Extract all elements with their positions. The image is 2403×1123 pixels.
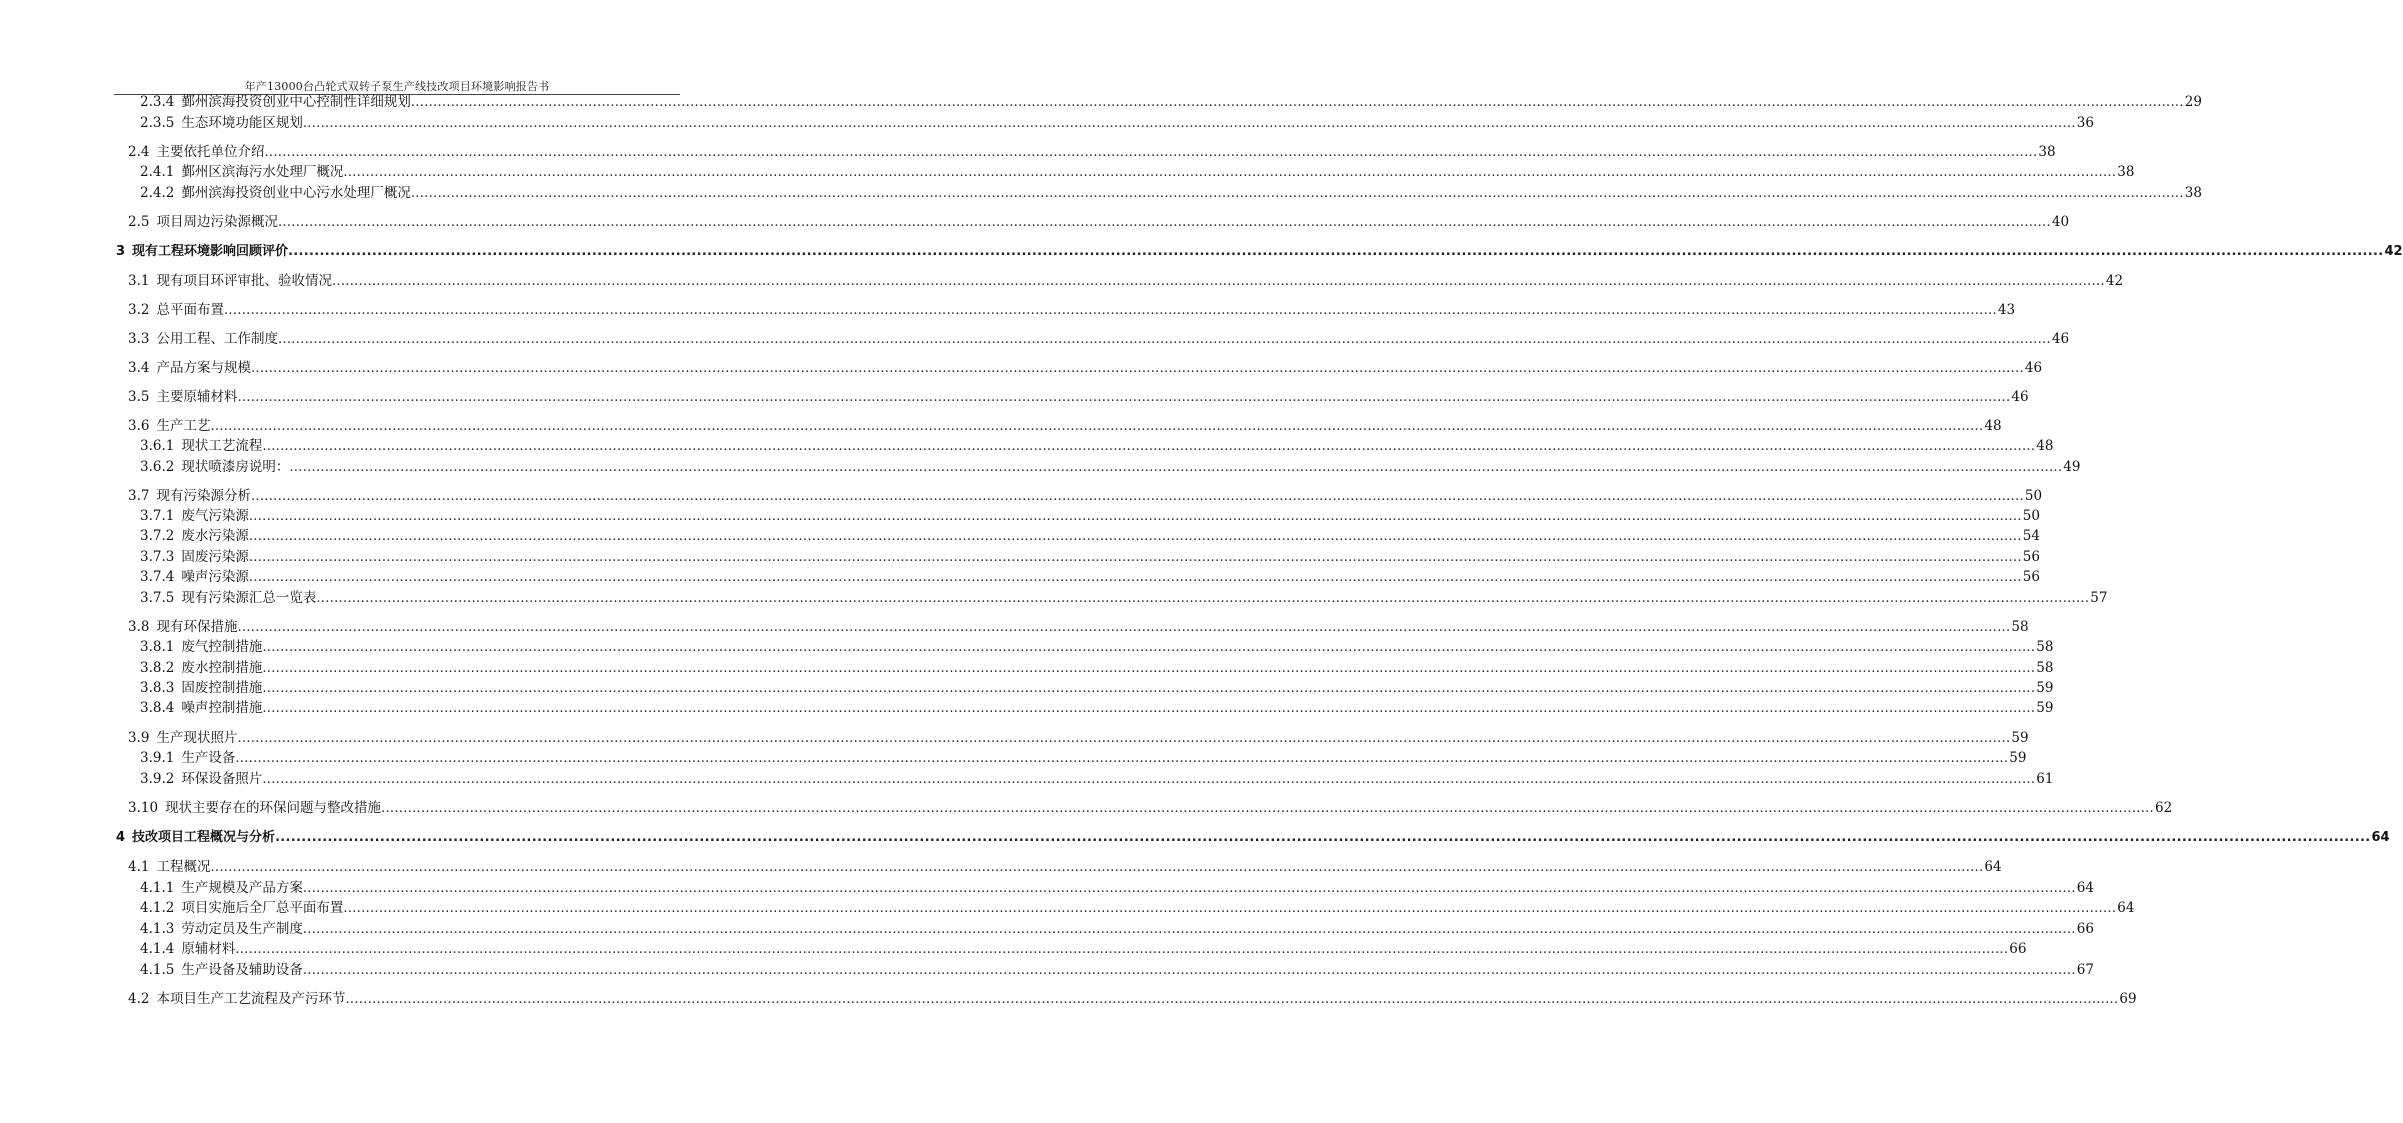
toc-entry-title: 废气控制措施 xyxy=(181,639,263,655)
toc-entry-title: 生产设备 xyxy=(181,750,236,766)
toc-entry-number: 2.4.2 xyxy=(140,185,175,201)
toc-entry-number: 3.3 xyxy=(128,331,150,347)
toc-entry-number: 4.1.2 xyxy=(140,900,175,916)
toc-leader-dots: ................................................................................................................................................................................................................................................................................................................................................................................................................ xyxy=(262,640,2036,655)
toc-leader-dots: ................................................................................................................................................................................................................................................................................................................................................................................................................ xyxy=(262,772,2036,787)
toc-leader-dots: ................................................................................................................................................................................................................................................................................................................................................................................................................ xyxy=(262,701,2036,716)
toc-entry[interactable] xyxy=(0,940,2027,961)
toc-leader-dots: ................................................................................................................................................................................................................................................................................................................................................................................................................ xyxy=(302,881,2076,896)
toc-leader-dots: ................................................................................................................................................................................................................................................................................................................................................................................................................ xyxy=(302,116,2076,131)
toc-entry-title: 废水污染源 xyxy=(181,528,249,544)
toc-entry-number: 3.7.4 xyxy=(140,569,175,585)
toc-entry-page-number: 64 xyxy=(1984,859,2002,875)
toc-entry-number: 3.1 xyxy=(128,273,150,289)
toc-entry-title: 鄞州滨海投资创业中心控制性详细规划 xyxy=(181,94,411,110)
toc-leader-dots: ................................................................................................................................................................................................................................................................................................................................................................................................................ xyxy=(223,303,1997,318)
toc-entry-number: 4.1.1 xyxy=(140,880,175,896)
running-header: 年产13000台凸轮式双转子泵生产线技改项目环境影响报告书 xyxy=(244,80,550,93)
toc-entry-page-number: 40 xyxy=(2051,214,2070,230)
toc-entry-title: 环保设备照片 xyxy=(181,771,263,787)
toc-leader-dots: ................................................................................................................................................................................................................................................................................................................................................................................................................ xyxy=(343,901,2117,916)
toc-entry-page-number: 54 xyxy=(2022,528,2040,544)
toc-entry-page-number: 59 xyxy=(2009,750,2027,766)
toc-entry-number: 3.7.1 xyxy=(140,508,175,524)
toc-entry-page-number: 42 xyxy=(2105,273,2124,289)
toc-entry-number: 3.2 xyxy=(128,302,150,318)
toc-entry-number: 3.6.1 xyxy=(140,438,175,454)
toc-entry-title: 现有污染源分析 xyxy=(156,488,251,504)
toc-entry[interactable] xyxy=(0,301,2016,322)
toc-entry-number: 3.6 xyxy=(128,418,150,434)
toc-entry-page-number: 56 xyxy=(2022,549,2040,565)
toc-entry-title: 现有项目环评审批、验收情况 xyxy=(156,273,332,289)
toc-entry-number: 4 xyxy=(116,830,126,845)
toc-entry-number: 3 xyxy=(116,244,126,259)
toc-entry-title: 工程概况 xyxy=(156,859,211,875)
toc-entry-page-number: 64 xyxy=(2076,880,2094,896)
toc-leader-dots: ................................................................................................................................................................................................................................................................................................................................................................................................................ xyxy=(288,244,2384,259)
toc-entry[interactable] xyxy=(0,507,2040,528)
toc-leader-dots: ................................................................................................................................................................................................................................................................................................................................................................................................................ xyxy=(248,550,2022,565)
toc-leader-dots: ................................................................................................................................................................................................................................................................................................................................................................................................................ xyxy=(410,95,2184,110)
toc-entry[interactable] xyxy=(0,659,2054,680)
toc-leader-dots: ................................................................................................................................................................................................................................................................................................................................................................................................................ xyxy=(381,801,2154,816)
toc-entry-title: 鄞州区滨海污水处理厂概况 xyxy=(181,164,344,180)
toc-entry[interactable] xyxy=(0,618,2029,639)
toc-entry-number: 3.7.2 xyxy=(140,528,175,544)
toc-leader-dots: ................................................................................................................................................................................................................................................................................................................................................................................................................ xyxy=(262,681,2036,696)
toc-entry-number: 3.5 xyxy=(128,389,150,405)
toc-entry-number: 4.1.4 xyxy=(140,941,175,957)
toc-entry-title: 现状主要存在的环保问题与整改措施 xyxy=(165,800,382,816)
toc-entry[interactable] xyxy=(0,417,2002,438)
toc-entry-page-number: 38 xyxy=(2038,144,2056,160)
toc-entry-title: 现状工艺流程 xyxy=(181,438,263,454)
toc-entry-page-number: 64 xyxy=(2117,900,2135,916)
toc-entry-title: 产品方案与规模 xyxy=(156,360,251,376)
toc-leader-dots: ................................................................................................................................................................................................................................................................................................................................................................................................................ xyxy=(345,992,2119,1007)
toc-entry-page-number: 64 xyxy=(2371,830,2390,845)
toc-entry-number: 3.9.1 xyxy=(140,750,175,766)
toc-entry-number: 3.7.5 xyxy=(140,590,175,606)
toc-entry-number: 3.4 xyxy=(128,360,150,376)
toc-entry-page-number: 62 xyxy=(2155,800,2173,816)
toc-entry-page-number: 56 xyxy=(2022,569,2040,585)
toc-leader-dots: ................................................................................................................................................................................................................................................................................................................................................................................................................ xyxy=(248,529,2022,544)
toc-entry[interactable] xyxy=(0,729,2029,750)
toc-leader-dots: ................................................................................................................................................................................................................................................................................................................................................................................................................ xyxy=(210,860,1984,875)
toc-entry-page-number: 36 xyxy=(2076,115,2094,131)
toc-entry-number: 3.8.3 xyxy=(140,680,175,696)
toc-entry[interactable] xyxy=(0,770,2054,791)
toc-leader-dots: ................................................................................................................................................................................................................................................................................................................................................................................................................ xyxy=(248,509,2022,524)
toc-leader-dots: ................................................................................................................................................................................................................................................................................................................................................................................................................ xyxy=(289,460,2063,475)
toc-entry[interactable] xyxy=(0,114,2094,135)
toc-entry-title: 现有工程环境影响回顾评价 xyxy=(132,244,289,259)
toc-entry[interactable] xyxy=(0,184,2202,205)
toc-leader-dots: ................................................................................................................................................................................................................................................................................................................................................................................................................ xyxy=(331,274,2105,289)
toc-entry-page-number: 58 xyxy=(2036,660,2054,676)
toc-leader-dots: ................................................................................................................................................................................................................................................................................................................................................................................................................ xyxy=(343,165,2117,180)
toc-entry-number: 3.7 xyxy=(128,488,150,504)
toc-entry-title: 公用工程、工作制度 xyxy=(156,331,278,347)
toc-entry-title: 噪声污染源 xyxy=(181,569,249,585)
toc-entry[interactable] xyxy=(0,920,2094,941)
toc-entry-page-number: 29 xyxy=(2184,94,2202,110)
toc-entry-title: 固废污染源 xyxy=(181,549,249,565)
toc-leader-dots: ................................................................................................................................................................................................................................................................................................................................................................................................................ xyxy=(250,361,2024,376)
toc-entry-title: 主要依托单位介绍 xyxy=(156,144,265,160)
toc-entry-page-number: 58 xyxy=(2036,639,2054,655)
toc-entry[interactable] xyxy=(0,359,2043,380)
toc-leader-dots: ................................................................................................................................................................................................................................................................................................................................................................................................................ xyxy=(248,570,2022,585)
toc-entry[interactable] xyxy=(0,879,2094,900)
toc-entry[interactable] xyxy=(0,93,2202,114)
toc-entry-number: 3.8 xyxy=(128,619,150,635)
toc-entry-title: 现状喷漆房说明： xyxy=(181,459,290,475)
toc-leader-dots: ................................................................................................................................................................................................................................................................................................................................................................................................................ xyxy=(275,830,2371,845)
toc-leader-dots: ................................................................................................................................................................................................................................................................................................................................................................................................................ xyxy=(302,963,2076,978)
toc-entry-title: 主要原辅材料 xyxy=(156,389,238,405)
toc-entry-page-number: 66 xyxy=(2076,921,2094,937)
toc-entry-number: 4.1.5 xyxy=(140,962,175,978)
toc-entry-page-number: 59 xyxy=(2036,700,2054,716)
toc-entry[interactable] xyxy=(0,487,2043,508)
toc-leader-dots: ................................................................................................................................................................................................................................................................................................................................................................................................................ xyxy=(235,942,2009,957)
toc-entry-title: 现有环保措施 xyxy=(156,619,238,635)
toc-leader-dots: ................................................................................................................................................................................................................................................................................................................................................................................................................ xyxy=(277,332,2051,347)
toc-entry-title: 项目周边污染源概况 xyxy=(156,214,278,230)
toc-entry-page-number: 46 xyxy=(2011,389,2029,405)
toc-entry[interactable] xyxy=(0,858,2002,879)
toc-leader-dots: ................................................................................................................................................................................................................................................................................................................................................................................................................ xyxy=(262,661,2036,676)
toc-entry-page-number: 61 xyxy=(2036,771,2054,787)
toc-entry-page-number: 48 xyxy=(1984,418,2002,434)
toc-entry[interactable] xyxy=(0,829,2390,850)
toc-entry-number: 4.2 xyxy=(128,991,150,1007)
toc-entry-title: 废气污染源 xyxy=(181,508,249,524)
toc-entry[interactable] xyxy=(0,589,2108,610)
toc-entry[interactable] xyxy=(0,330,2070,351)
toc-entry-title: 本项目生产工艺流程及产污环节 xyxy=(156,991,346,1007)
toc-entry-page-number: 57 xyxy=(2090,590,2108,606)
toc-entry-number: 2.4.1 xyxy=(140,164,175,180)
toc-leader-dots: ................................................................................................................................................................................................................................................................................................................................................................................................................ xyxy=(264,145,2038,160)
toc-entry[interactable] xyxy=(0,213,2070,234)
toc-entry[interactable] xyxy=(0,568,2040,589)
toc-entry-title: 原辅材料 xyxy=(181,941,236,957)
toc-entry-number: 3.7.3 xyxy=(140,549,175,565)
toc-leader-dots: ................................................................................................................................................................................................................................................................................................................................................................................................................ xyxy=(235,751,2009,766)
toc-entry-title: 固废控制措施 xyxy=(181,680,263,696)
toc-entry-number: 3.8.1 xyxy=(140,639,175,655)
toc-entry-title: 噪声控制措施 xyxy=(181,700,263,716)
toc-entry[interactable] xyxy=(0,458,2081,479)
toc-entry-page-number: 38 xyxy=(2184,185,2202,201)
toc-entry-page-number: 66 xyxy=(2009,941,2027,957)
toc-entry-page-number: 58 xyxy=(2011,619,2029,635)
toc-entry-page-number: 48 xyxy=(2036,438,2054,454)
toc-entry-number: 2.5 xyxy=(128,214,150,230)
toc-entry[interactable] xyxy=(0,990,2137,1011)
toc-leader-dots: ................................................................................................................................................................................................................................................................................................................................................................................................................ xyxy=(237,620,2011,635)
toc-entry-number: 3.9 xyxy=(128,730,150,746)
toc-leader-dots: ................................................................................................................................................................................................................................................................................................................................................................................................................ xyxy=(277,215,2051,230)
toc-entry[interactable] xyxy=(0,527,2040,548)
toc-entry-number: 3.6.2 xyxy=(140,459,175,475)
toc-entry-page-number: 42 xyxy=(2384,244,2403,259)
toc-entry-title: 生产规模及产品方案 xyxy=(181,880,303,896)
toc-entry[interactable] xyxy=(0,272,2124,293)
toc-entry-page-number: 49 xyxy=(2063,459,2081,475)
toc-leader-dots: ................................................................................................................................................................................................................................................................................................................................................................................................................ xyxy=(262,439,2036,454)
toc-entry[interactable] xyxy=(0,388,2029,409)
toc-leader-dots: ................................................................................................................................................................................................................................................................................................................................................................................................................ xyxy=(410,186,2184,201)
toc-entry-number: 4.1 xyxy=(128,859,150,875)
toc-entry[interactable] xyxy=(0,163,2135,184)
toc-entry-number: 3.10 xyxy=(128,800,159,816)
toc-entry-title: 鄞州滨海投资创业中心污水处理厂概况 xyxy=(181,185,411,201)
toc-leader-dots: ................................................................................................................................................................................................................................................................................................................................................................................................................ xyxy=(250,489,2024,504)
toc-entry-page-number: 43 xyxy=(1997,302,2016,318)
toc-entry-number: 2.3.5 xyxy=(140,115,175,131)
toc-entry-page-number: 46 xyxy=(2024,360,2043,376)
toc-leader-dots: ................................................................................................................................................................................................................................................................................................................................................................................................................ xyxy=(210,419,1984,434)
toc-entry-number: 3.8.4 xyxy=(140,700,175,716)
toc-entry-title: 生态环境功能区规划 xyxy=(181,115,303,131)
toc-entry[interactable] xyxy=(0,437,2054,458)
toc-entry-number: 2.4 xyxy=(128,144,150,160)
toc-entry-title: 废水控制措施 xyxy=(181,660,263,676)
toc-entry[interactable] xyxy=(0,548,2040,569)
toc-entry-title: 劳动定员及生产制度 xyxy=(181,921,303,937)
toc-entry[interactable] xyxy=(0,749,2027,770)
toc-leader-dots: ................................................................................................................................................................................................................................................................................................................................................................................................................ xyxy=(302,922,2076,937)
toc-entry-number: 4.1.3 xyxy=(140,921,175,937)
toc-leader-dots: ................................................................................................................................................................................................................................................................................................................................................................................................................ xyxy=(316,591,2090,606)
toc-entry-title: 总平面布置 xyxy=(156,302,224,318)
toc-entry-title: 现有污染源汇总一览表 xyxy=(181,590,317,606)
toc-entry[interactable] xyxy=(0,143,2056,164)
toc-entry-title: 生产工艺 xyxy=(156,418,211,434)
toc-entry[interactable] xyxy=(0,679,2054,700)
toc-entry[interactable] xyxy=(0,799,2173,820)
toc-entry-number: 2.3.4 xyxy=(140,94,175,110)
toc-entry-page-number: 50 xyxy=(2022,508,2040,524)
toc-entry[interactable] xyxy=(0,243,2403,264)
toc-entry-page-number: 46 xyxy=(2051,331,2070,347)
toc-entry-page-number: 67 xyxy=(2076,962,2094,978)
toc-entry-page-number: 69 xyxy=(2119,991,2137,1007)
toc-entry-title: 技改项目工程概况与分析 xyxy=(132,830,276,845)
toc-entry[interactable] xyxy=(0,961,2094,982)
toc-leader-dots: ................................................................................................................................................................................................................................................................................................................................................................................................................ xyxy=(237,731,2011,746)
toc-entry[interactable] xyxy=(0,699,2054,720)
toc-entry[interactable] xyxy=(0,899,2135,920)
toc-entry-page-number: 50 xyxy=(2024,488,2043,504)
toc-leader-dots: ................................................................................................................................................................................................................................................................................................................................................................................................................ xyxy=(237,390,2011,405)
toc-entry-title: 生产设备及辅助设备 xyxy=(181,962,303,978)
toc-entry-number: 3.8.2 xyxy=(140,660,175,676)
toc-entry-page-number: 38 xyxy=(2117,164,2135,180)
toc-entry-page-number: 59 xyxy=(2036,680,2054,696)
toc-entry-title: 生产现状照片 xyxy=(156,730,238,746)
toc-entry-page-number: 59 xyxy=(2011,730,2029,746)
toc-entry-title: 项目实施后全厂总平面布置 xyxy=(181,900,344,916)
toc-entry-number: 3.9.2 xyxy=(140,771,175,787)
toc-entry[interactable] xyxy=(0,638,2054,659)
